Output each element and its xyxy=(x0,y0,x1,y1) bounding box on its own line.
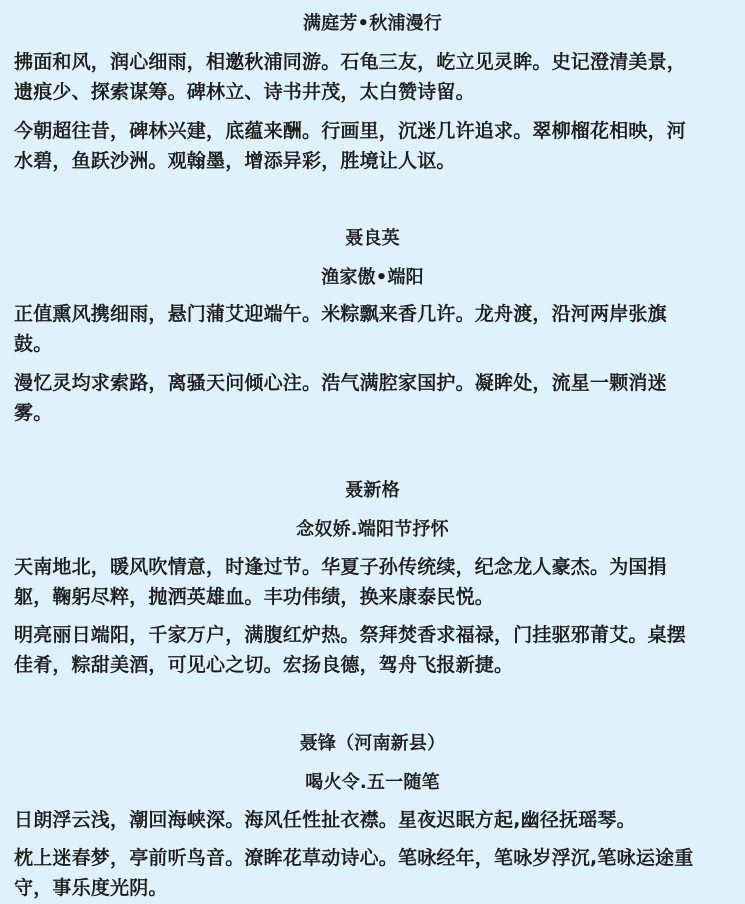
poem-line: 遗痕少、探索谋筹。碑林立、诗书井茂，太白赞诗留。 xyxy=(14,81,475,103)
poem-line: 今朝超往昔，碑林兴建，底蕴来酬。行画里，沉迷几许追求。翠柳榴花相映，河 xyxy=(14,120,687,142)
poem-title: 念奴娇.端阳节抒怀 xyxy=(296,519,449,540)
poem-line: 天南地北，暖风吹情意，时逢过节。华夏子孙传统续，纪念龙人豪杰。为国捐 xyxy=(14,556,667,578)
poem-line: 漫忆灵均求索路，离骚天问倾心注。浩气满腔家国护。凝眸处，流星一颗消迷 xyxy=(14,372,667,394)
poem-line: 守，事乐度光阴。 xyxy=(14,877,168,899)
poem-author: 聂新格 xyxy=(345,480,400,501)
poem-author: 聂锋（河南新县） xyxy=(299,733,446,754)
poem-line: 鼓。 xyxy=(14,333,53,355)
poem-title: 渔家傲•端阳 xyxy=(321,267,424,288)
poem-title: 喝火令.五一随笔 xyxy=(305,772,440,793)
poem-line: 雾。 xyxy=(14,402,53,424)
poem-line: 日朗浮云浅，潮回海峡深。海风任性扯衣襟。星夜迟眠方起,幽径抚瑶琴。 xyxy=(14,809,636,831)
poem-line: 枕上迷春梦，亭前听鸟音。潦眸花草动诗心。笔咏经年，笔咏岁浮沉,笔咏运途重 xyxy=(14,847,694,869)
poem-line: 明亮丽日端阳，千家万户，满腹红炉热。祭拜焚香求福禄，门挂驱邪莆艾。桌摆 xyxy=(14,624,687,646)
poem-author: 聂良英 xyxy=(345,228,400,249)
poem-line: 拂面和风，润心细雨，相邀秋浦同游。石龟三友，屹立见灵眸。史记澄清美景， xyxy=(14,51,687,73)
poem-line: 水碧，鱼跃沙洲。观翰墨，增添异彩，胜境让人讴。 xyxy=(14,150,456,172)
poem-line: 佳肴，粽甜美酒，可见心之切。宏扬良德，驾舟飞报新捷。 xyxy=(14,654,514,676)
poem-line: 躯，鞠躬尽粹，抛洒英雄血。丰功伟绩，换来康泰民悦。 xyxy=(14,586,495,608)
poem-line: 正值熏风携细雨，悬门蒲艾迎端午。米粽飘来香几许。龙舟渡，沿河两岸张旗 xyxy=(14,303,667,325)
poem-title: 满庭芳•秋浦漫行 xyxy=(302,13,443,34)
